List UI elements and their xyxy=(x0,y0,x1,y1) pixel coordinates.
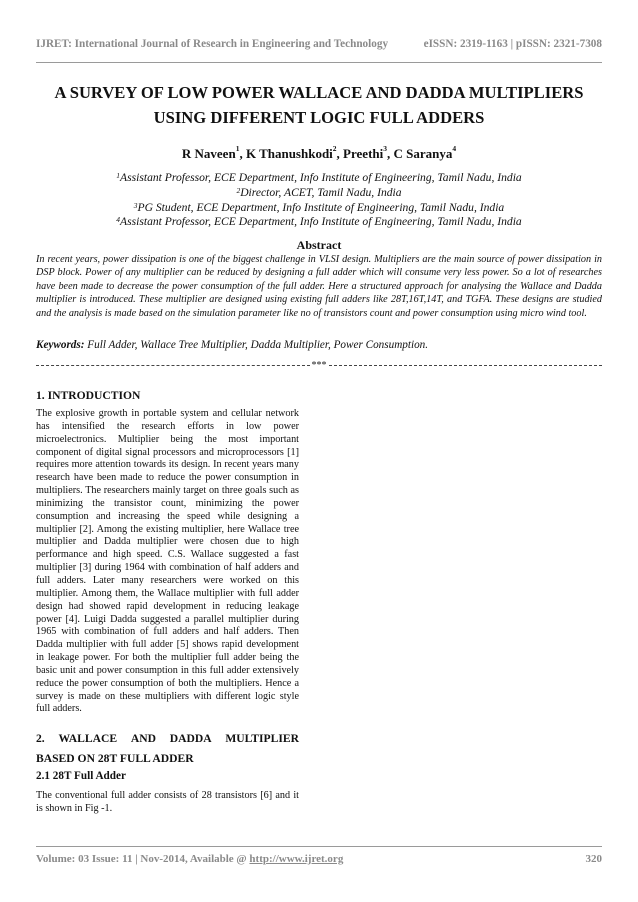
affiliation: $^4$Assistant Professor, ECE Department, Info Institute of Engineering, Tamil Nadu, India xyxy=(116,215,522,229)
footer-rule xyxy=(36,846,602,847)
subsection-heading-28t: 2.1 28T Full Adder xyxy=(36,770,126,782)
affiliation: $^1$Assistant Professor, ECE Department, Info Institute of Engineering, Tamil Nadu, India xyxy=(116,171,522,184)
keywords-label: Keywords: xyxy=(36,339,85,351)
introduction-text: The explosive growth in portable system and cellular network has intensified the research efforts in low power microelectronics. Multiplier being the most important component of digital signal processors and microprocessors [1] requires more attention towards its design. In recent years many research have been made to reduce the power consumption in multipliers. The researchers mainly target on three goals such as minimizing the transistor count, minimizing the power consumption and increasing the speed while designing a multiplier [2]. Among the existing multiplier, here Wallace tree multiplier and Dadda multiplier were chosen due to high performance and high speed. C.S. Wallace suggested a fast multiplier [3] during 1964 with combination of half adders and full adders. Later many researchers were worked on this multiplier. Among them, the Wallace multiplier with full adder design had showed rapid development in reducing leakage power [4]. Luigi Dadda suggested a parallel multiplier during 1965 with combination of full adders and half adders. Then Dadda multiplier with full adder [5] shows rapid development in leakage power. For both the multiplier full adder being the basic unit and power consumption in this full adder extensively reduce the power consumption of both the multipliers. Hence a survey is made on these multipliers with different logic style full adders. xyxy=(36,408,299,715)
author: R Naveen$^1$, xyxy=(181,144,246,161)
issn-info: eISSN: 2319-1163 | pISSN: 2321-7308 xyxy=(423,38,602,50)
journal-link[interactable]: http://www.ijret.org xyxy=(249,853,344,865)
separator-dash-right xyxy=(329,365,603,366)
affiliation: $^3$PG Student, ECE Department, Info Institute of Engineering, Tamil Nadu, India xyxy=(133,200,505,214)
abstract-text: In recent years, power dissipation is one of the biggest challenge in VLSI design. Multipliers are the main source of power dissipation in DSP block. Power of any multiplier can be reduced by designing a full adder which will consume very less power. So a lot of researches have been made to decrease the power consumption of the full adder. Here a structured approach for analysing the Wallace and Dadda multiplier is introduced. These multiplier are designed using existing full adders like 28T,16T,14T, and TGFA. These designs are studied and the analysis is made based on the simulation parameter like no of transistors count and power consumption using micro wind tool. xyxy=(36,254,602,319)
journal-name: IJRET: International Journal of Research in Engineering and Technology xyxy=(36,38,389,50)
separator-dash-left xyxy=(36,365,310,366)
author: K Thanushkodi$^2$, xyxy=(245,144,344,161)
section-heading-introduction: 1. INTRODUCTION xyxy=(36,389,141,402)
subsection-text-28t: The conventional full adder consists of 28 transistors [6] and it is shown in Fig -1. xyxy=(36,790,299,814)
affiliation: $^2$Director, ACET, Tamil Nadu, India xyxy=(236,185,402,199)
page-footer xyxy=(36,853,602,865)
author-list xyxy=(30,146,608,162)
paper-title xyxy=(30,80,608,130)
section-separator xyxy=(36,360,602,371)
author: C Saranya$^4$ xyxy=(393,144,457,161)
keywords xyxy=(36,339,602,351)
affiliations xyxy=(30,171,608,230)
header-rule xyxy=(36,62,602,63)
footer-volume: Volume: 03 Issue: 11 | Nov-2014, Available @ http://www.ijret.org xyxy=(36,853,344,865)
keywords-text: Full Adder, Wallace Tree Multiplier, Dadda Multiplier, Power Consumption. xyxy=(84,339,429,351)
title-line-2: USING DIFFERENT LOGIC FULL ADDERS xyxy=(153,108,485,127)
title-line-1: A SURVEY OF LOW POWER WALLACE AND DADDA MULTIPLIERS xyxy=(54,83,584,102)
abstract-heading: Abstract xyxy=(296,238,342,252)
page-header xyxy=(36,38,602,50)
author: Preethi$^3$, xyxy=(343,144,394,161)
separator-stars: *** xyxy=(311,360,327,371)
section-heading-2: 2. WALLACE AND DADDA MULTIPLIER BASED ON 28T FULL ADDER xyxy=(36,732,299,765)
page-number: 320 xyxy=(585,853,602,865)
